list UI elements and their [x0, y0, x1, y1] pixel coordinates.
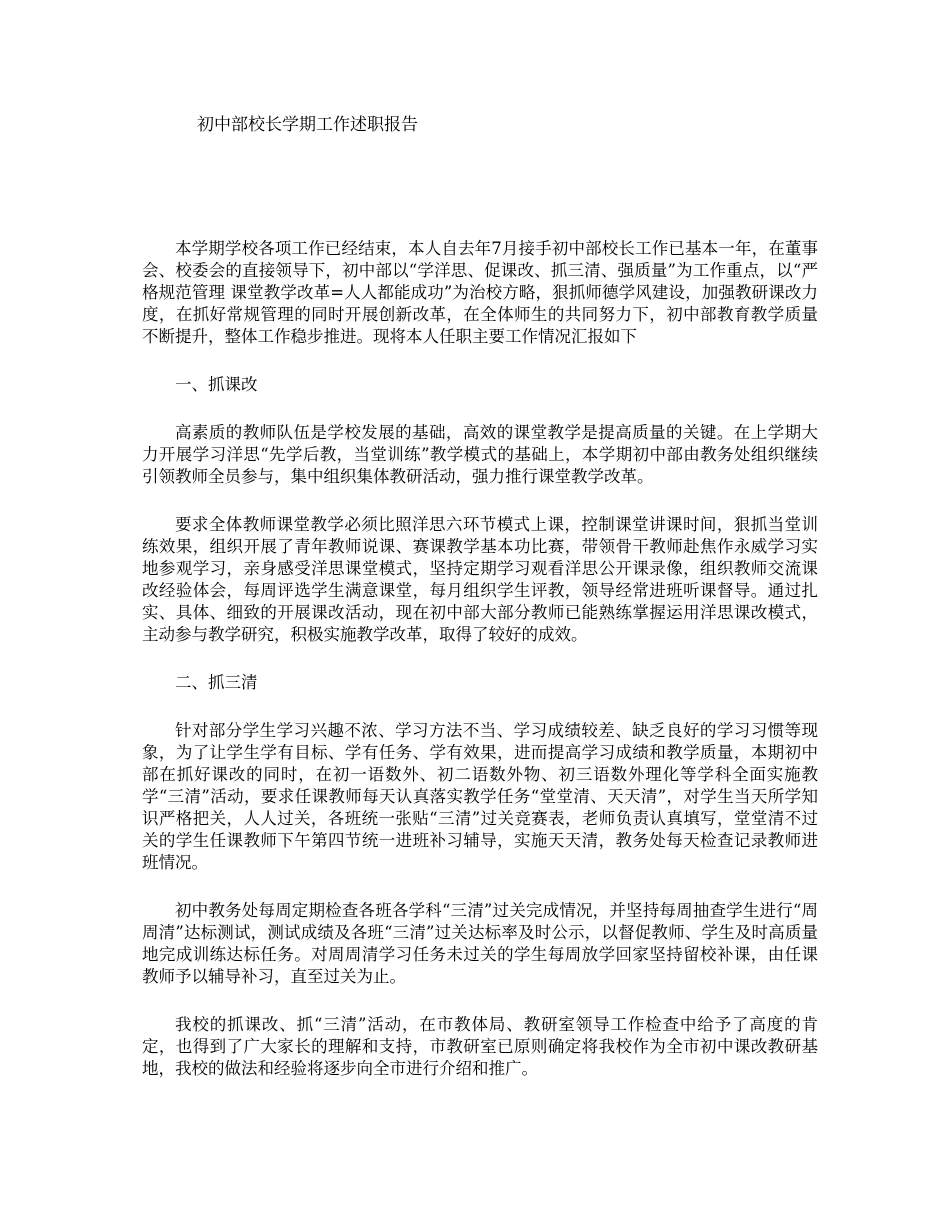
intro-paragraph: 本学期学校各项工作已经结束，本人自去年7月接手初中部校长工作已基本一年，在董事会、校委会的直接领导下，初中部以“学洋思、促课改、抓三清、强质量”为工作重点，以“严格规范管理 课堂教学改革=人人都能成功”为治校方略，狠抓师德学风建设，加强教研课改力度，在抓好常规管理的同时开展创新改革，在全体师生的共同努力下，初中部教育教学质量不断提升，整体工作稳步推进。现将本人任职主要工作情况汇报如下 — [142, 239, 818, 346]
section-heading-curriculum-reform: 一、抓课改 — [175, 375, 258, 394]
section1-paragraph-2: 要求全体教师课堂教学必须比照洋思六环节模式上课，控制课堂讲课时间，狠抓当堂训练效果，组织开展了青年教师说课、赛课教学基本功比赛，带领骨干教师赴焦作永威学习实地参观学习，亲身感受洋思课堂模式，坚持定期学习观看洋思公开课录像，组织教师交流课改经验体会，每周评选学生满意课堂，每月组织学生评教，领导经常进班听课督导。通过扎实、具体、细致的开展课改活动，现在初中部大部分教师已能熟练掌握运用洋思课改模式，主动参与教学研究，积极实施教学改革，取得了较好的成效。 — [142, 515, 818, 644]
document-body — [142, 238, 818, 1106]
section2-paragraph-1: 针对部分学生学习兴趣不浓、学习方法不当、学习成绩较差、缺乏良好的学习习惯等现象，为了让学生学有目标、学有任务、学有效果，进而提高学习成绩和教学质量，本期初中部在抓好课改的同时，在初一语数外、初二语数外物、初三语数外理化等学科全面实施教学“三清”活动，要求任课教师每天认真落实教学任务“堂堂清、天天清”，对学生当天所学知识严格把关，人人过关，各班统一张贴“三清”过关竞赛表，老师负责认真填写，堂堂清不过关的学生任课教师下午第四节统一进班补习辅导，实施天天清，教务处每天检查记录教师进班情况。 — [142, 721, 818, 872]
document-title: 初中部校长学期工作述职报告 — [197, 115, 418, 135]
section1-paragraph-1: 高素质的教师队伍是学校发展的基础，高效的课堂教学是提高质量的关键。在上学期大力开展学习洋思“先学后教，当堂训练”教学模式的基础上，本学期初中部由教务处组织继续引领教师全员参与，集中组织集体教研活动，强力推行课堂教学改革。 — [142, 423, 818, 486]
section-heading-three-clears: 二、抓三清 — [175, 673, 258, 692]
section2-paragraph-2: 初中教务处每周定期检查各班各学科“三清”过关完成情况，并坚持每周抽查学生进行“周周清”达标测试，测试成绩及各班“三清”过关达标率及时公示，以督促教师、学生及时高质量地完成训练达标任务。对周周清学习任务未过关的学生每周放学回家坚持留校补课，由任课教师予以辅导补习，直至过关为止。 — [142, 901, 818, 986]
section2-paragraph-3: 我校的抓课改、抓“三清”活动，在市教体局、教研室领导工作检查中给予了高度的肯定，也得到了广大家长的理解和支持，市教研室已原则确定将我校作为全市初中课改教研基地，我校的做法和经验将逐步向全市进行介绍和推广。 — [142, 1015, 818, 1078]
